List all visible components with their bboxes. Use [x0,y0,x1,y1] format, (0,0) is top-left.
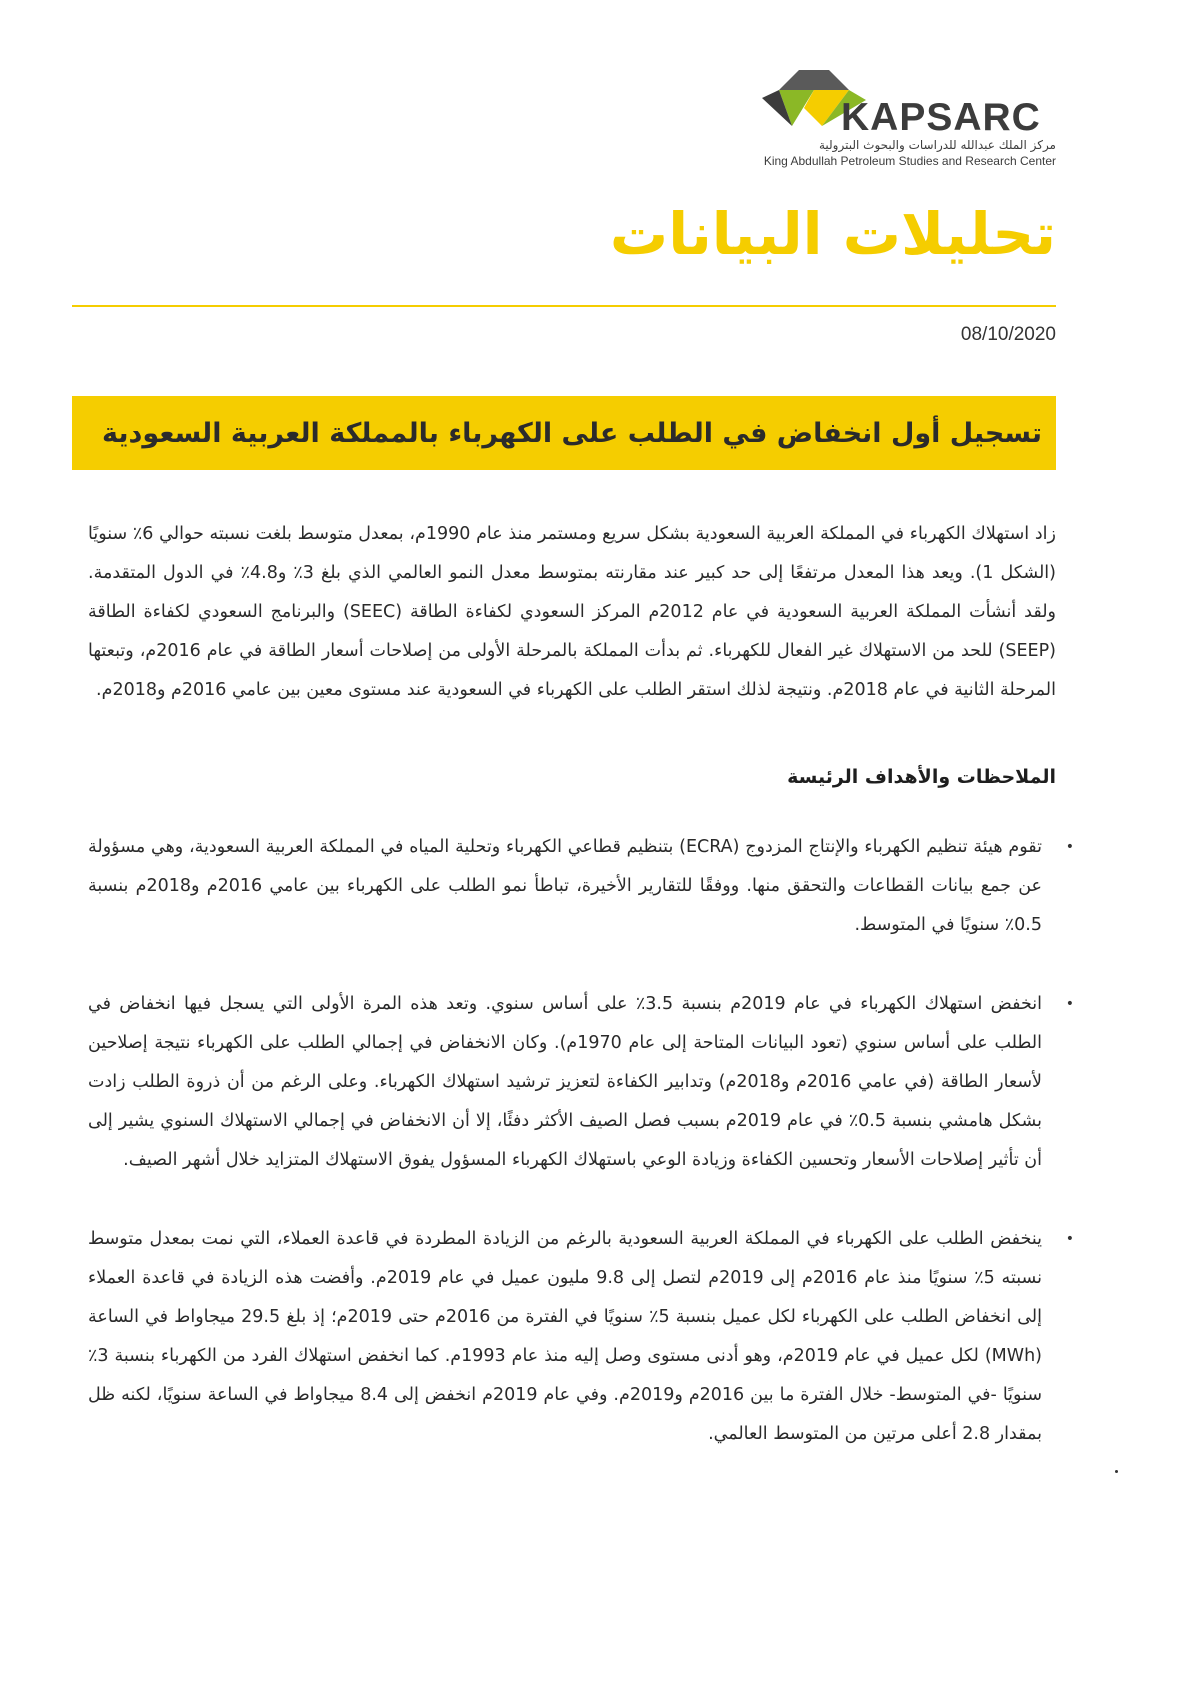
logo-name-english: King Abdullah Petroleum Studies and Research Center [763,154,1056,168]
bullet-marker: • [1065,996,1074,1012]
bullet-marker: • [1065,839,1074,855]
intro-paragraph: زاد استهلاك الكهرباء في المملكة العربية السعودية بشكل سريع ومستمر منذ عام 1990م، بمعدل متوسط بلغت نسبته حوالي 6٪ سنويًا (الشكل 1). ويعد هذا المعدل مرتفعًا إلى حد كبير عند مقارنته بمتوسط معدل النمو العالمي الذي بلغ 3٪ و4.8٪ في الدول المتقدمة. ولقد أنشأت المملكة العربية السعودية في عام 2012م المركز السعودي لكفاءة الطاقة (SEEC) والبرنامج السعودي لكفاءة الطاقة (SEEP) للحد من الاستهلاك غير الفعال للكهرباء. ثم بدأت المملكة بالمرحلة الأولى من إصلاحات أسعار الطاقة في عام 2016م، وتبعتها المرحلة الثانية في عام 2018م. ونتيجة لذلك استقر الطلب على الكهرباء في السعودية عند مستوى معين بين عامي 2016م و2018م. [88,524,1056,700]
title-divider [72,305,1056,307]
page-title: تحليلات البيانات [609,200,1056,268]
list-item [88,1220,1078,1454]
list-item-text: تقوم هيئة تنظيم الكهرباء والإنتاج المزدوج (ECRA) بتنظيم قطاعي الكهرباء وتحلية المياه في المملكة العربية السعودية، وهي مسؤولة عن جمع بيانات القطاعات والتحقق منها. ووفقًا للتقارير الأخيرة، تباطأ نمو الطلب على الكهرباء بين عامي 2016م و2018م بنسبة 0.5٪ سنويًا في المتوسط. [88,837,1042,935]
bullet-marker: • [1065,1231,1074,1247]
headline-banner [72,396,1056,470]
logo-name-arabic: مركز الملك عبدالله للدراسات والبحوث البترولية [818,138,1056,152]
key-findings-list [88,828,1078,1494]
section-heading: الملاحظات والأهداف الرئيسة [787,766,1056,788]
trailing-dot [1115,1470,1118,1473]
headline: تسجيل أول انخفاض في الطلب على الكهرباء بالمملكة العربية السعودية [102,417,1042,449]
publication-date: 08/10/2020 [960,324,1056,345]
list-item [88,828,1078,945]
kapsarc-logo [736,66,1056,176]
logo-wordmark: KAPSARC [841,96,1041,139]
list-item-text: انخفض استهلاك الكهرباء في عام 2019م بنسبة 3.5٪ على أساس سنوي. وتعد هذه المرة الأولى التي يسجل فيها انخفاض في الطلب على أساس سنوي (تعود البيانات المتاحة إلى عام 1970م). وكان الانخفاض في إجمالي الطلب على الكهرباء نتيجة إصلاحين لأسعار الطاقة (في عامي 2016م و2018م) وتدابير الكفاءة لتعزيز ترشيد استهلاك الكهرباء. وعلى الرغم من أن ذروة الطلب زادت بشكل هامشي بنسبة 0.5٪ في عام 2019م بسبب فصل الصيف الأكثر دفئًا، إلا أن الانخفاض في إجمالي الاستهلاك السنوي يشير إلى أن تأثير إصلاحات الأسعار وتحسين الكفاءة وزيادة الوعي باستهلاك الكهرباء المسؤول يفوق الاستهلاك المتزايد خلال أشهر الصيف. [88,994,1042,1170]
list-item-text: ينخفض الطلب على الكهرباء في المملكة العربية السعودية بالرغم من الزيادة المطردة في قاعدة العملاء، التي نمت بمعدل متوسط نسبته 5٪ سنويًا منذ عام 2016م إلى 2019م لتصل إلى 9.8 مليون عميل في عام 2019م. وأفضت هذه الزيادة في قاعدة العملاء إلى انخفاض الطلب على الكهرباء لكل عميل بنسبة 5٪ سنويًا في الفترة من 2016م حتى 2019م؛ إذ بلغ 29.5 ميجاواط في الساعة (MWh) لكل عميل في عام 2019م، وهو أدنى مستوى وصل إليه منذ عام 1993م. كما انخفض استهلاك الفرد من الكهرباء بنسبة 3٪ سنويًا -في المتوسط- خلال الفترة ما بين 2016م و2019م. وفي عام 2019م انخفض إلى 8.4 ميجاواط في الساعة سنويًا، لكنه ظل بمقدار 2.8 أعلى مرتين من المتوسط العالمي. [88,1229,1043,1444]
list-item [88,985,1078,1180]
